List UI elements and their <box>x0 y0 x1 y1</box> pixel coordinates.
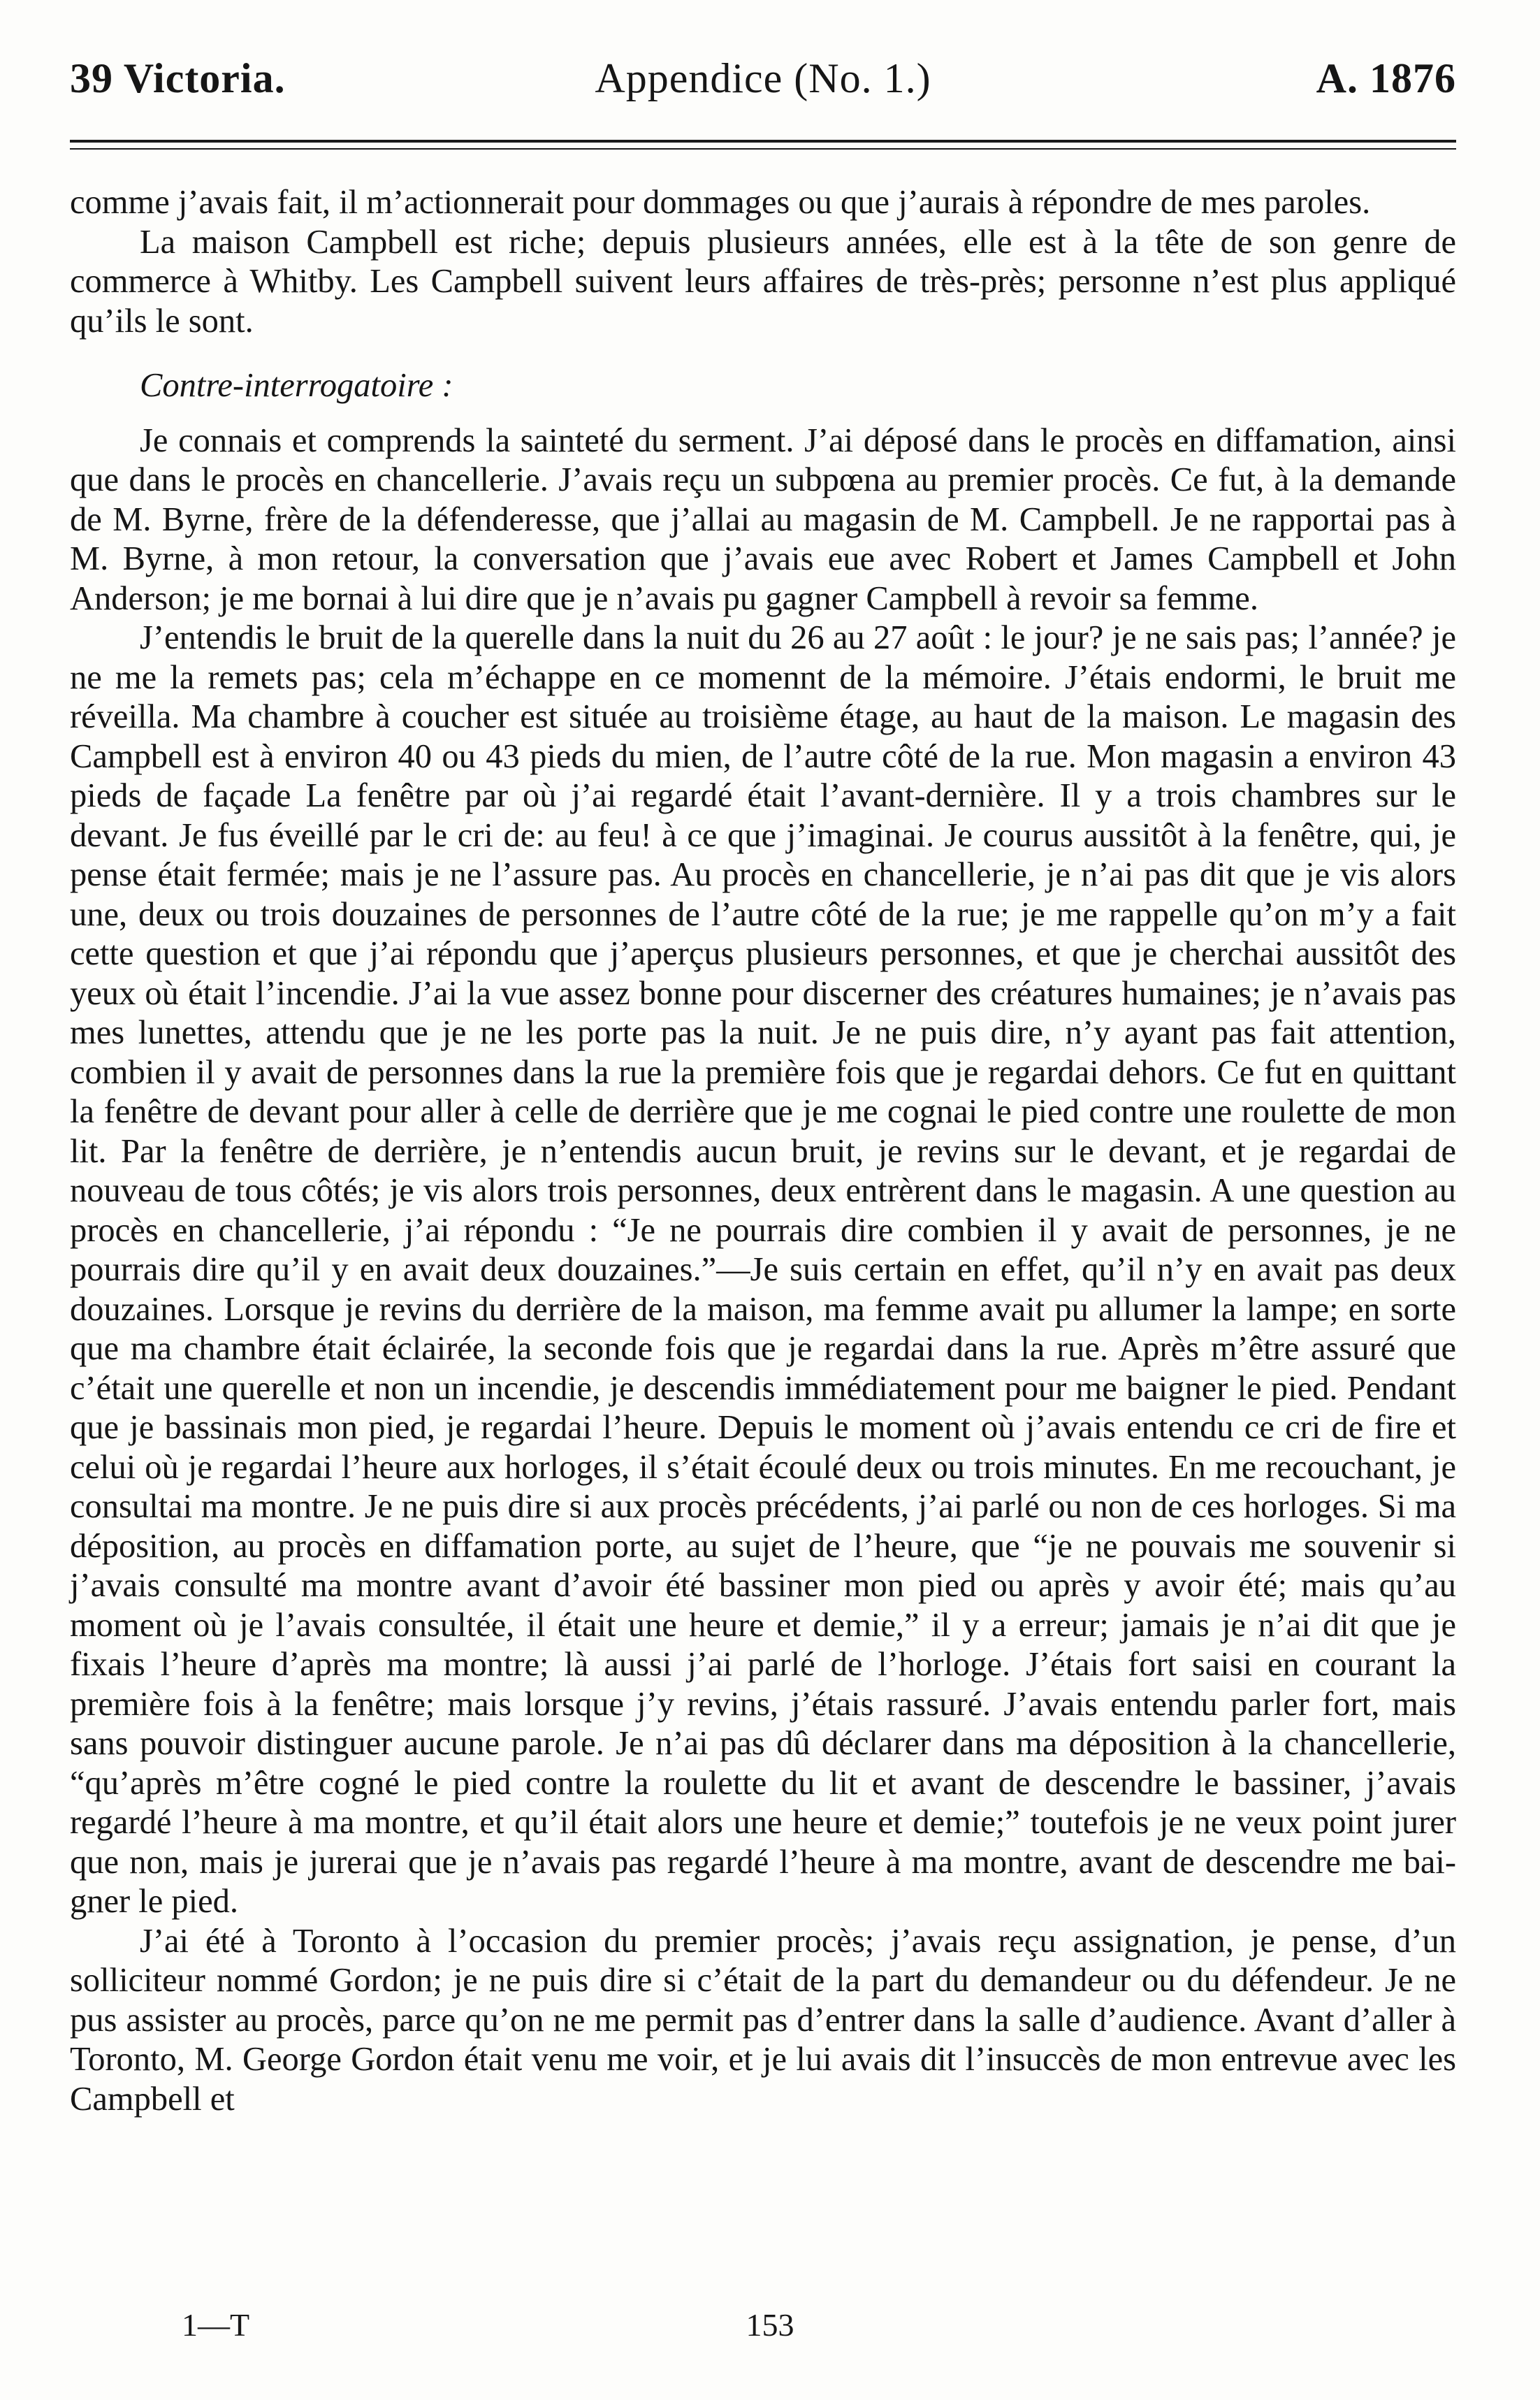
paragraph: La maison Campbell est riche; depuis plusieurs années, elle est à la tête de son genre de commerce à Whitby. Les Campbell suivent leurs affaires de très-près; personne n’est plus appliqué qu’ils le sont. <box>70 223 1456 340</box>
header-rule-thin <box>70 148 1456 150</box>
header-session: 39 Victoria. <box>70 55 286 101</box>
section-heading: Contre-interrogatoire : <box>140 367 453 404</box>
header-year: A. 1876 <box>1316 55 1456 101</box>
page-footer <box>0 2306 1540 2355</box>
body-text <box>70 183 1456 2119</box>
paragraph: J’ai été à Toronto à l’occasion du premier procès; j’avais reçu assignation, je pense, d’un solliciteur nommé Gordon; je ne puis dire si c’était de la part du demandeur ou du défendeur. Je ne pus assister au procès, parce qu’on ne me permit pas d’entrer dans la salle d’audience. Avant d’aller à Toronto, M. George Gordon était venu me voir, et je lui avais dit l’insuccès de mon entrevue avec les Campbell et <box>70 1922 1456 2118</box>
paragraph: J’entendis le bruit de la querelle dans la nuit du 26 au 27 août : le jour? je ne sais pas; l’année? je ne me la remets pas; cela m’échappe en ce momennt de la mémoire. J’étais endormi, le bruit me réveilla. Ma chambre à coucher est située au troisième étage, au haut de la maison. Le magasin des Campbell est à environ 40 ou 43 pieds du mien, de l’autre côté de la rue. Mon magasin a environ 43 pieds de façade La fenêtre par où j’ai regardé était l’avant-dernière. Il y a trois chambres sur le devant. Je fus éveillé par le cri de: au feu! à ce que j’imaginai. Je courus aussitôt à la fenêtre, qui, je pense était fermée; mais je ne l’assure pas. Au procès en chancellerie, je n’ai pas dit que je vis alors une, deux ou trois douzaines de personnes de l’autre côté de la rue; je me rappelle qu’on m’y a fait cette question et que j’ai répondu que j’aperçus plusieurs personnes, et que je cherchai aussitôt des yeux où était l’incendie. J’ai la vue assez bonne pour discerner des créatures humaines; je n’avais pas mes lunettes, attendu que je ne les porte pas la nuit. Je ne puis dire, n’y ayant pas fait attention, combien il y avait de personnes dans la rue la première fois que je regardai dehors. Ce fut en quittant la fenêtre de devant pour aller à celle de derrière que je me cognai le pied contre une roulette de mon lit. Par la fenêtre de derrière, je n’entendis aucun bruit, je revins sur le devant, et je regardai de nouveau de tous côtés; je vis alors trois personnes, deux entrèrent dans le magasin. A une question au procès en chancellerie, j’ai répondu : “Je ne pourrais dire combien il y avait de personnes, je ne pourrais dire qu’il y en avait deux douzaines.”—Je suis certain en effet, qu’il n’y en avait pas deux douzaines. Lorsque je revins du derrière de la maison, ma femme avait pu allumer la lampe; en sorte que ma chambre était éclairée, la seconde fois que je regardai dans la rue. Après m’être assuré que c’était une querelle et non un incendie, je descendis immédiatement pour me baigner le pied. Pendant que je bassinais mon pied, je regardai l’heure. Depuis le moment où j’avais entendu ce cri de fire et celui où je regardai l’heure aux horloges, il s’était écoulé deux ou trois minutes. En me recouchant, je consultai ma montre. Je ne puis dire si aux procès précédents, j’ai parlé ou non de ces horloges. Si ma déposition, au procès en diffamation porte, au sujet de l’heure, que “je ne pouvais me souvenir si j’avais consulté ma montre avant d’avoir été bassiner mon pied ou après y avoir été; mais qu’au moment où je l’avais consultée, il était une heure et demie,” il y a erreur; jamais je n’ai dit que je fixais l’heure d’après ma montre; là aussi j’ai parlé de l’horloge. J’étais fort saisi en courant la première fois à la fenêtre; mais lorsque j’y revins, j’étais rassuré. J’avais entendu parler fort, mais sans pouvoir distinguer aucune parole. Je n’ai pas dû déclarer dans ma déposition à la chancellerie, “qu’après m’être cogné le pied contre la roulette du lit et avant de descendre le bassiner, j’avais regardé l’heure à ma montre, et qu’il était alors une heure et demie;” toutefois je ne veux point jurer que non, mais je jurerai que je n’avais pas regardé l’heure à ma montre, avant de descendre me baigner le pied. <box>70 619 1456 1920</box>
header-appendix: Appendice (No. 1.) <box>595 55 931 101</box>
signature-mark: 1—T <box>182 2307 250 2343</box>
paragraph: Je connais et comprends la sainteté du serment. J’ai déposé dans le procès en diffamation, ainsi que dans le procès en chancellerie. J’avais reçu un subpœna au premier procès. Ce fut, à la demande de M. Byrne, frère de la défenderesse, que j’allai au magasin de M. Campbell. Je ne rapportai pas à M. Byrne, à mon retour, la conversation que j’avais eue avec Robert et James Campbell et John Anderson; je me bornai à lui dire que je n’avais pu gagner Campbell à revoir sa femme. <box>70 421 1456 617</box>
running-header <box>70 43 1456 113</box>
paragraph-continuation: comme j’avais fait, il m’actionnerait pour dommages ou que j’aurais à répondre de mes paroles. <box>70 184 1371 221</box>
page-number: 153 <box>746 2307 794 2343</box>
header-rule-thick <box>70 140 1456 143</box>
